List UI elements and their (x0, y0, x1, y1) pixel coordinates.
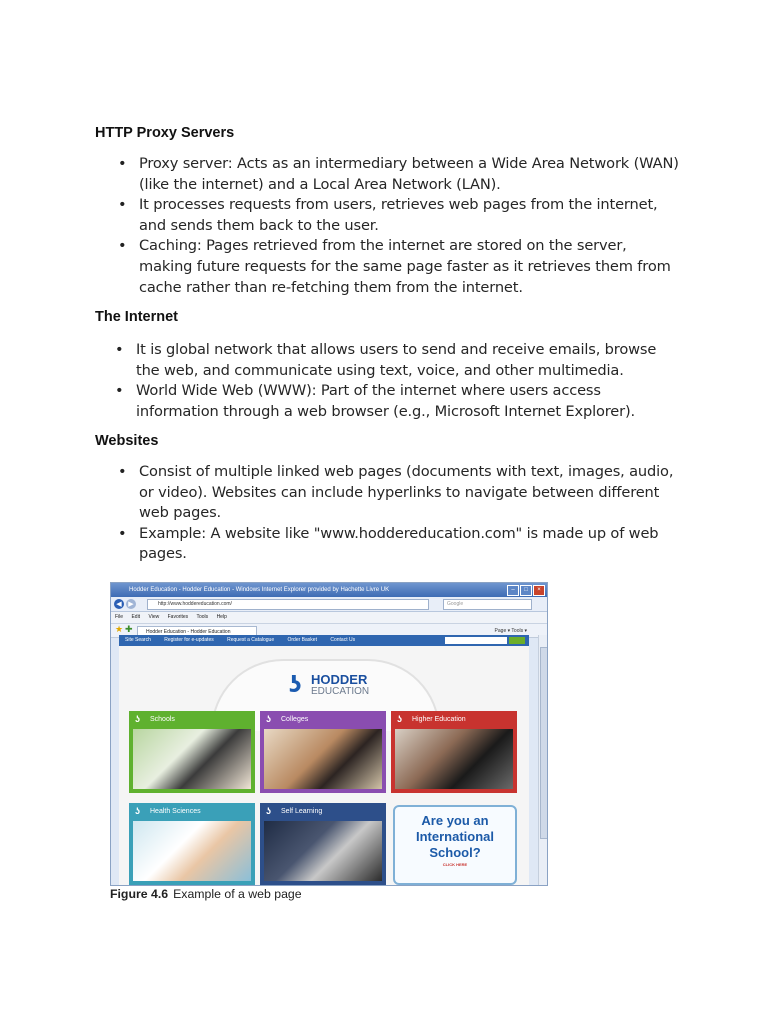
section-heading-the-internet: The Internet (95, 309, 178, 325)
section-heading-websites: Websites (95, 433, 159, 449)
browser-menu-bar (111, 612, 547, 624)
site-search-input (445, 637, 507, 644)
site-nav-item: Contact Us (330, 637, 356, 643)
hodder-logo-icon: ʖ (289, 673, 302, 698)
site-search-button (509, 637, 525, 644)
card-label: ʖ Health Sciences (129, 803, 255, 820)
section-heading-http-proxy: HTTP Proxy Servers (95, 125, 235, 141)
bullet-list-http-proxy (139, 154, 684, 298)
card-health-sciences (129, 803, 255, 885)
browser-tab: Hodder Education - Hodder Education (137, 626, 257, 638)
bullet-item: • Example: A website like "www.hoddereducation.com" is made up of web pages. (139, 524, 684, 565)
menu-item: Help (216, 614, 227, 620)
card-colleges (260, 711, 386, 793)
card-photo (395, 729, 513, 789)
promo-line: Are you an (421, 813, 489, 828)
bullet-item: • Proxy server: Acts as an intermediary between a Wide Area Network (WAN) (like the internet) and a Local Area Network (LAN). (139, 154, 684, 195)
website-content (119, 635, 529, 885)
browser-toolbar-commands: Page ▾ Tools ▾ (494, 628, 527, 634)
card-label: ʖ Colleges (260, 711, 386, 728)
site-nav-item: Site Search (125, 637, 151, 643)
menu-item: Tools (196, 614, 209, 620)
bullet-item: • Caching: Pages retrieved from the internet are stored on the server, making future requests for the same page faster as it retrieves them from cache rather than re-fetching them from the internet. (139, 236, 684, 298)
minimize-icon: – (507, 585, 519, 596)
card-photo (133, 821, 251, 881)
card-label: ʖ Schools (129, 711, 255, 728)
card-photo (133, 729, 251, 789)
browser-title-bar (111, 583, 547, 597)
add-favorite-icon: ✚ (125, 625, 133, 635)
scrollbar-thumb (540, 647, 548, 839)
menu-item: View (148, 614, 160, 620)
browser-search-field: Google (443, 599, 532, 610)
promo-cta: CLICK HERE (442, 862, 468, 867)
back-icon: ◀ (114, 599, 124, 609)
favorites-star-icon: ★ (115, 625, 124, 635)
site-nav-item: Order Basket (287, 637, 317, 643)
bullet-item: • Consist of multiple linked web pages (documents with text, images, audio, or video). Websites can include hyperlinks to navigate between different web pages. (139, 462, 684, 524)
browser-address-bar (111, 597, 547, 612)
card-self-learning (260, 803, 386, 885)
logo-name: HODDER (311, 672, 368, 687)
promo-line: International (415, 829, 494, 844)
card-label: ʖ Self Learning (260, 803, 386, 820)
card-higher-education (391, 711, 517, 793)
card-photo (264, 729, 382, 789)
logo-subtitle: EDUCATION (311, 686, 370, 697)
menu-item: Favorites (167, 614, 189, 620)
bullet-list-websites (139, 462, 684, 565)
bullet-list-the-internet (136, 340, 676, 422)
browser-scrollbar (538, 635, 547, 885)
bullet-item: • World Wide Web (WWW): Part of the internet where users access information through a web browser (e.g., Microsoft Internet Explorer). (136, 381, 676, 422)
menu-item: File (115, 614, 124, 620)
site-nav-bar (119, 635, 529, 646)
promo-line: School? (429, 845, 481, 860)
maximize-icon: □ (520, 585, 532, 596)
browser-window-title: Hodder Education - Hodder Education - Windows Internet Explorer provided by Hachette Livre UK (129, 587, 390, 593)
card-schools (129, 711, 255, 793)
card-photo (264, 821, 382, 881)
site-nav-item: Register for e-updates (164, 637, 214, 643)
menu-item: Edit (131, 614, 141, 620)
card-label: ʖ Higher Education (391, 711, 517, 728)
bullet-item: • It is global network that allows users to send and receive emails, browse the web, and communicate using text, voice, and other multimedia. (136, 340, 676, 381)
figure-caption (110, 887, 302, 901)
international-school-promo (393, 805, 517, 885)
url-field: http://www.hoddereducation.com/ (147, 599, 429, 610)
browser-screenshot-figure (110, 582, 548, 886)
figure-number: Figure 4.6 (110, 887, 169, 901)
forward-icon: ▶ (126, 599, 136, 609)
close-icon: × (533, 585, 545, 596)
figure-caption-text: Example of a web page (173, 887, 302, 901)
site-nav-item: Request a Catalogue (227, 637, 275, 643)
bullet-item: • It processes requests from users, retrieves web pages from the internet, and sends them back to the user. (139, 195, 684, 236)
window-controls (507, 585, 545, 596)
